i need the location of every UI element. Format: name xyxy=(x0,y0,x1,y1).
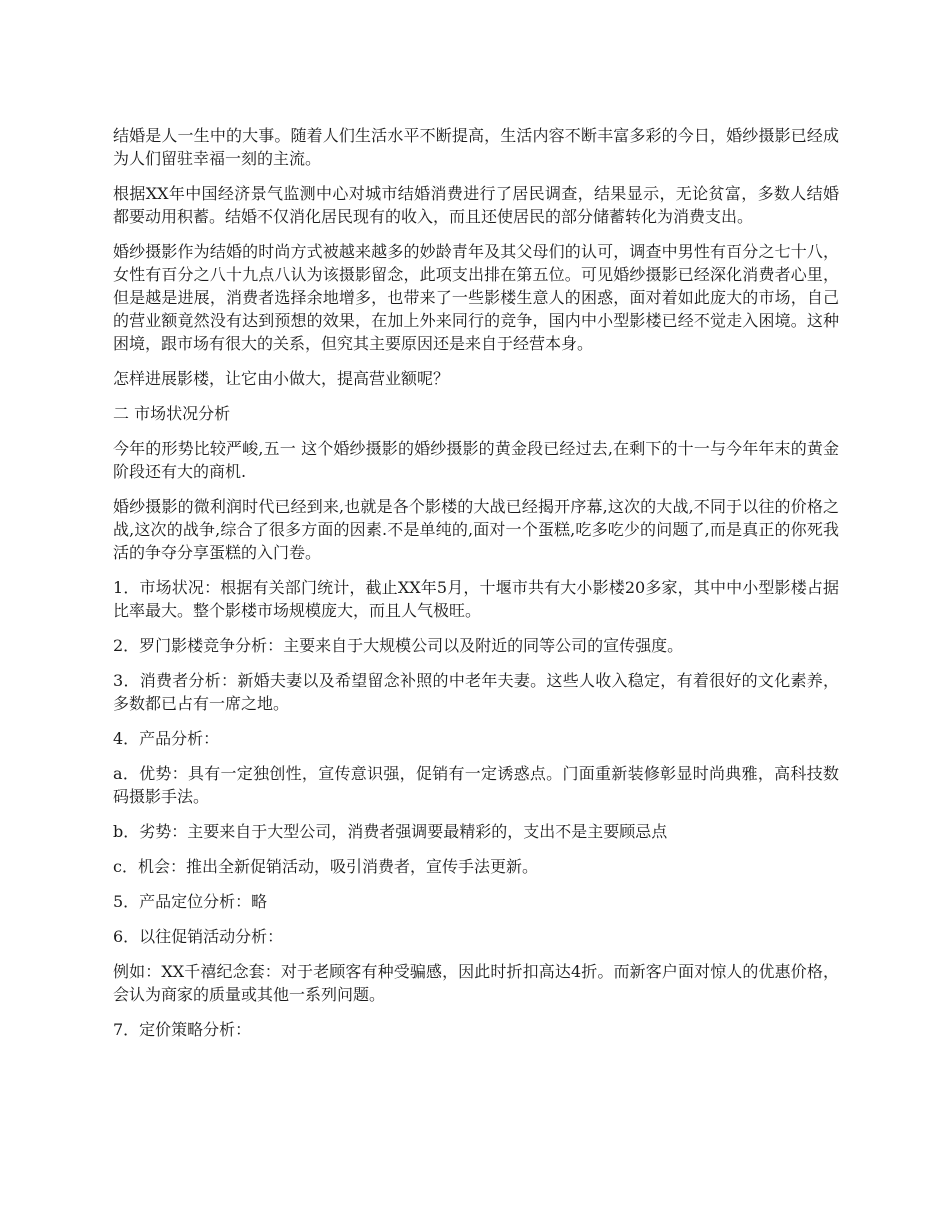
paragraph-question: 怎样进展影楼，让它由小做大，提高营业额呢？ xyxy=(113,369,450,388)
document-body xyxy=(113,124,839,1053)
sub-item-weaknesses: b．劣势：主要来自于大型公司，消费者强调要最精彩的，支出不是主要顾忌点 xyxy=(113,822,668,841)
list-item-positioning: 5．产品定位分析：略 xyxy=(113,892,268,911)
list-item-consumer: 3．消费者分析：新婚夫妻以及希望留念补照的中老年夫妻。这些人收入稳定，有着很好的文化素养，多数都已占有一席之地。 xyxy=(113,671,839,713)
list-item-pricing: 7．定价策略分析： xyxy=(113,1020,252,1039)
sub-item-opportunities: c．机会：推出全新促销活动，吸引消费者，宣传手法更新。 xyxy=(113,857,538,876)
paragraph-low-profit-era: 婚纱摄影的微利润时代已经到来,也就是各个影楼的大战已经揭开序幕,这次的大战,不同于以往的价格之战,这次的战争,综合了很多方面的因素.不是单纯的,面对一个蛋糕,吃多吃少的问题了,而是真正的你死我活的争夺分享蛋糕的入门卷。 xyxy=(113,497,839,562)
list-item-product: 4．产品分析： xyxy=(113,729,220,748)
paragraph-recognition: 婚纱摄影作为结婚的时尚方式被越来越多的妙龄青年及其父母们的认可，调查中男性有百分之七十八，女性有百分之八十九点八认为该摄影留念，此项支出排在第五位。可见婚纱摄影已经深化消费者心里，但是越是进展，消费者选择余地增多，也带来了一些影楼生意人的困惑，面对着如此庞大的市场，自己的营业额竟然没有达到预想的效果，在加上外来同行的竞争，国内中小型影楼已经不觉走入困境。这种困境，跟市场有很大的关系，但究其主要原因还是来自于经营本身。 xyxy=(113,242,839,353)
list-item-market-status: 1．市场状况：根据有关部门统计，截止XX年5月，十堰市共有大小影楼20多家，其中中小型影楼占据比率最大。整个影楼市场规模庞大，而且人气极旺。 xyxy=(113,578,839,620)
section-heading-market-analysis: 二 市场状况分析 xyxy=(113,404,231,423)
list-item-competition: 2．罗门影楼竞争分析：主要来自于大规模公司以及附近的同等公司的宣传强度。 xyxy=(113,636,684,655)
sub-item-strengths: a．优势：具有一定独创性，宣传意识强，促销有一定诱惑点。门面重新装修彰显时尚典雅，高科技数码摄影手法。 xyxy=(113,764,839,806)
paragraph-survey: 根据XX年中国经济景气监测中心对城市结婚消费进行了居民调查，结果显示，无论贫富，多数人结婚都要动用积蓄。结婚不仅消化居民现有的收入，而且还使居民的部分储蓄转化为消费支出。 xyxy=(113,184,839,226)
paragraph-example: 例如：XX千禧纪念套：对于老顾客有种受骗感，因此时折扣高达4折。而新客户面对惊人的优惠价格，会认为商家的质量或其他一系列问题。 xyxy=(113,962,839,1004)
paragraph-situation: 今年的形势比较严峻,五一 这个婚纱摄影的婚纱摄影的黄金段已经过去,在剩下的十一与今年年末的黄金阶段还有大的商机. xyxy=(113,439,839,481)
paragraph-intro: 结婚是人一生中的大事。随着人们生活水平不断提高，生活内容不断丰富多彩的今日，婚纱摄影已经成为人们留驻幸福一刻的主流。 xyxy=(113,126,839,168)
list-item-past-promotions: 6．以往促销活动分析： xyxy=(113,927,284,946)
